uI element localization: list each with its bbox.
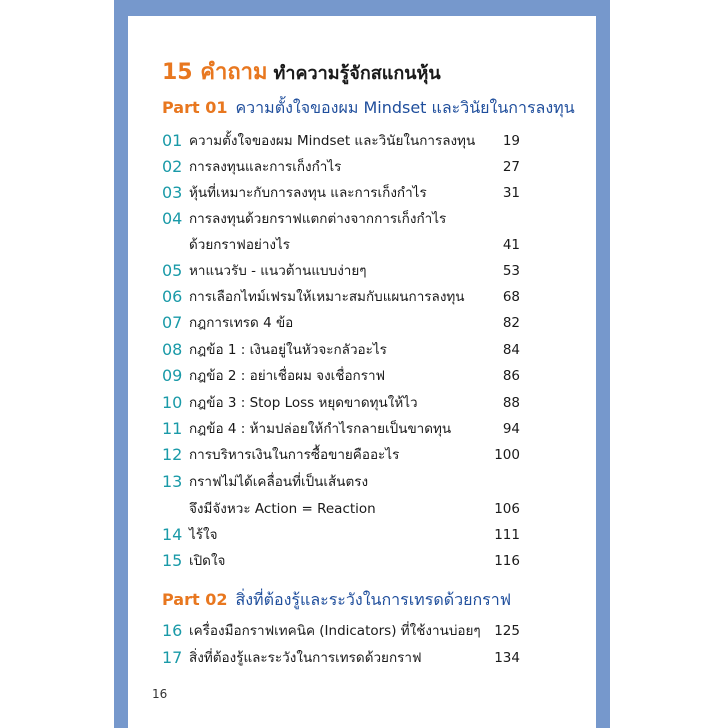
part-title: สิ่งที่ต้องรู้และระวังในการเทรดด้วยกราฟ	[235, 590, 512, 609]
toc-entry[interactable]	[162, 180, 520, 206]
toc-entry[interactable]	[162, 206, 520, 232]
entry-page: 100	[494, 447, 520, 463]
toc-entry[interactable]	[162, 284, 520, 310]
part-heading-1	[162, 96, 575, 120]
toc-entry[interactable]	[162, 258, 520, 284]
entry-number: 10	[162, 393, 183, 412]
toc-entry[interactable]	[162, 469, 520, 495]
toc-title	[162, 58, 441, 89]
entry-page: 134	[494, 650, 520, 666]
entry-number: 02	[162, 157, 183, 176]
entry-text: การลงทุนด้วยกราฟแตกต่างจากการเก็งกำไร	[189, 211, 447, 227]
part-label: Part 01	[162, 98, 228, 117]
entry-number: 13	[162, 472, 183, 491]
entry-text: ความตั้งใจของผม Mindset และวินัยในการลงทุน	[189, 133, 476, 149]
page-number: 16	[152, 687, 168, 701]
entry-number: 12	[162, 445, 183, 464]
toc-entry[interactable]	[162, 522, 520, 548]
entry-number: 17	[162, 648, 183, 667]
entry-number: 07	[162, 313, 183, 332]
entry-text: หาแนวรับ - แนวต้านแบบง่ายๆ	[189, 263, 367, 279]
entry-page: 86	[502, 368, 520, 384]
entry-text: ไร้ใจ	[189, 527, 218, 543]
entry-page: 84	[502, 342, 520, 358]
entry-number: 03	[162, 183, 183, 202]
entry-number: 16	[162, 621, 183, 640]
entry-number: 14	[162, 525, 183, 544]
entry-page: 106	[494, 501, 520, 517]
part-label: Part 02	[162, 590, 228, 609]
toc-entry[interactable]	[162, 390, 520, 416]
toc-entry[interactable]	[162, 442, 520, 468]
entry-page: 82	[502, 315, 520, 331]
toc-entry[interactable]	[162, 416, 520, 442]
entry-text: กฎข้อ 3 : Stop Loss หยุดขาดทุนให้ไว	[189, 395, 418, 411]
toc-entry[interactable]	[162, 154, 520, 180]
toc-entry[interactable]	[162, 337, 520, 363]
entry-page: 19	[502, 133, 520, 149]
toc-entry[interactable]	[162, 645, 520, 671]
toc-entry-continued[interactable]	[162, 496, 520, 522]
entry-text: กฎข้อ 2 : อย่าเชื่อผม จงเชื่อกราฟ	[189, 368, 386, 384]
entry-text: กฎข้อ 1 : เงินอยู่ในหัวจะกลัวอะไร	[189, 342, 387, 358]
entry-page: 88	[502, 395, 520, 411]
entry-text: กฎข้อ 4 : ห้ามปล่อยให้กำไรกลายเป็นขาดทุน	[189, 421, 452, 437]
entry-number: 01	[162, 131, 183, 150]
entry-page: 125	[494, 623, 520, 639]
entry-text: ด้วยกราฟอย่างไร	[189, 237, 291, 253]
part-title: ความตั้งใจของผม Mindset และวินัยในการลงทุน	[235, 98, 575, 117]
entry-page: 94	[502, 421, 520, 437]
toc-title-highlight: 15 คำถาม	[162, 60, 268, 85]
toc-entry[interactable]	[162, 363, 520, 389]
entry-text: กราฟไม่ได้เคลื่อนที่เป็นเส้นตรง	[189, 474, 369, 490]
entry-number: 09	[162, 366, 183, 385]
entry-number: 06	[162, 287, 183, 306]
entry-text: เปิดใจ	[189, 553, 226, 569]
entry-text: สิ่งที่ต้องรู้และระวังในการเทรดด้วยกราฟ	[189, 650, 422, 666]
entry-text: จึงมีจังหวะ Action = Reaction	[189, 501, 376, 517]
entry-text: เครื่องมือกราฟเทคนิค (Indicators) ที่ใช้งานบ่อยๆ	[189, 623, 481, 639]
entry-number: 15	[162, 551, 183, 570]
entry-text: การบริหารเงินในการซื้อขายคืออะไร	[189, 447, 400, 463]
entry-text: กฎการเทรด 4 ข้อ	[189, 315, 294, 331]
entry-text: การเลือกไทม์เฟรมให้เหมาะสมกับแผนการลงทุน	[189, 289, 465, 305]
entry-page: 53	[502, 263, 520, 279]
entry-text: หุ้นที่เหมาะกับการลงทุน และการเก็งกำไร	[189, 185, 427, 201]
entry-number: 11	[162, 419, 183, 438]
entry-number: 05	[162, 261, 183, 280]
toc-entry[interactable]	[162, 310, 520, 336]
entry-number: 04	[162, 209, 183, 228]
toc-entry-continued[interactable]	[162, 232, 520, 258]
entry-page: 31	[502, 185, 520, 201]
toc-entry[interactable]	[162, 618, 520, 644]
entry-page: 111	[494, 527, 520, 543]
entry-number: 08	[162, 340, 183, 359]
entry-page: 41	[502, 237, 520, 253]
entry-page: 27	[502, 159, 520, 175]
part-heading-2	[162, 588, 511, 612]
entry-text: การลงทุนและการเก็งกำไร	[189, 159, 342, 175]
entry-page: 68	[502, 289, 520, 305]
toc-entry[interactable]	[162, 548, 520, 574]
toc-title-rest: ทำความรู้จักสแกนหุ้น	[273, 63, 441, 84]
entry-page: 116	[494, 553, 520, 569]
toc-entry[interactable]	[162, 128, 520, 154]
